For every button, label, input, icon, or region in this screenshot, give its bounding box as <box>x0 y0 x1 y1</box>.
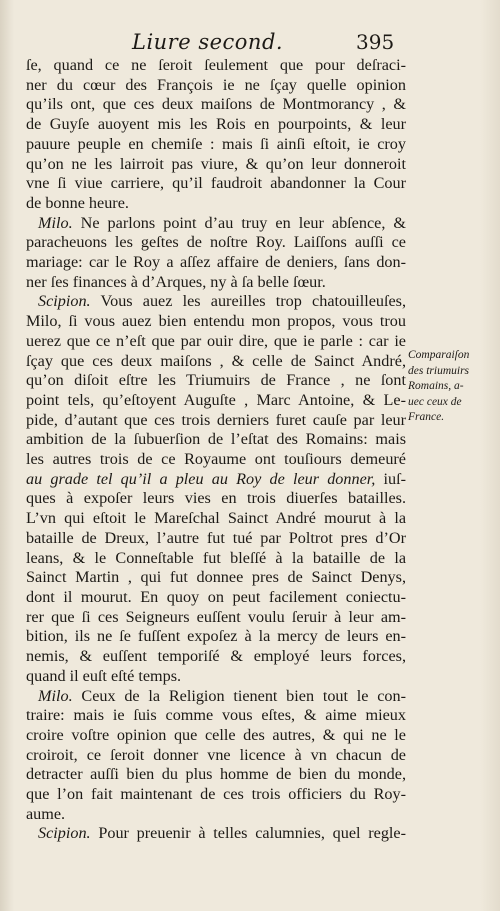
text-line: Milo, ſi vous auez bien entendu mon propos, vous trou <box>26 312 406 331</box>
text-line <box>26 470 406 490</box>
dialogue-text: iuſ- <box>375 469 406 488</box>
text-line: L’vn qui eſtoit le Mareſchal Sainct André mourut à la <box>26 509 406 528</box>
text-line: ambition de la ſubuerſion de l’eſtat des Romains: mais <box>26 430 406 449</box>
text-line: detracter auſſi bien du plus homme de bien du monde, <box>26 765 406 784</box>
margin-note <box>408 348 488 426</box>
text-line <box>26 214 406 234</box>
text-line: les autres trois de ce Royaume ont touſiours demeuré <box>26 450 406 469</box>
text-line <box>26 824 406 844</box>
speaker-label: Scipion. <box>38 824 91 843</box>
text-line: bition, ils ne ſe fuſſent expoſez à la mercy de leurs en- <box>26 627 406 646</box>
text-line: aume. <box>26 804 66 823</box>
running-title: Liure second. <box>132 30 284 54</box>
dialogue-text: Ne parlons point d’au truy en leur abſence, & <box>72 213 406 232</box>
text-line: ner ſes finances à d’Arques, ny à ſa belle ſœur. <box>26 272 326 291</box>
text-line: uerez que ce n’eſt que par ouir dire, que ie parle : car ie <box>26 331 406 350</box>
margin-note-line: Comparaiſon <box>408 349 470 361</box>
text-line: croiroit, ce ſeroit donner vne licence à vn chacun de <box>26 745 406 764</box>
text-line: dont il mourut. En quoy on peut facilement coniectu- <box>26 587 406 606</box>
margin-note-line: uec ceux de <box>408 395 462 408</box>
text-line: de bonne heure. <box>26 193 129 212</box>
text-line: pauure peuple en chemiſe : mais ſi ainſi eſtoit, ie croy <box>26 134 406 153</box>
text-line: ſe, quand ce ne ſeroit ſeulement que pour deſraci- <box>26 56 406 74</box>
text-line: traire: mais ie ſuis comme vous eſtes, & aime mieux <box>26 706 406 725</box>
text-line: vne ſi viue carriere, qu’il faudroit abandonner la Cour <box>26 174 406 193</box>
text-line: qu’on diſoit eſtre les Triumuirs de France , ne ſont <box>26 371 406 390</box>
text-line: nemis, & euſſent temporiſé & employé leurs forces, <box>26 647 406 666</box>
text-line <box>26 687 406 707</box>
text-line: qu’ils ont, que ces deux maiſons de Montmorancy , & <box>26 95 406 114</box>
text-line: ſçay que ces deux maiſons , & celle de Sainct André, <box>26 351 406 370</box>
speaker-label: Milo. <box>38 686 73 705</box>
text-line <box>26 292 406 312</box>
text-line: paracheuons les geſtes de noſtre Roy. Laiſſons auſſi ce <box>26 233 406 252</box>
speaker-label: Scipion. <box>38 292 91 311</box>
text-line: ques à expoſer leurs vies en trois diuerſes batailles. <box>26 489 406 508</box>
page-number: 395 <box>356 30 395 54</box>
text-line: leans, & le Conneſtable fut bleſſé à la bataille de la <box>26 548 406 567</box>
margin-note-line: des triumuirs <box>408 364 470 377</box>
text-line: mariage: car le Roy a aſſez affaire de deniers, ſans don- <box>26 253 406 272</box>
dialogue-text: Ceux de la Religion tienent bien tout le con- <box>72 686 406 705</box>
page-header <box>0 30 500 54</box>
margin-note-line: France. <box>408 411 445 423</box>
speaker-label: Milo. <box>38 213 73 232</box>
quoted-text: au grade tel qu’il a pleu au Roy de leur donner, <box>26 469 376 488</box>
text-line: Sainct Martin , qui fut donnee pres de Sainct Denys, <box>26 568 406 587</box>
text-line: quand il euſt eſté temps. <box>26 666 182 685</box>
text-line: croire voſtre opinion que celle des autres, & qui ne le <box>26 725 406 744</box>
text-line: rer que ſi ces Seigneurs euſſent voulu ſeruir à leur am- <box>26 607 406 626</box>
body-text <box>26 56 406 844</box>
text-line: ner du cœur des François ie ne ſçay quelle opinion <box>26 75 406 94</box>
text-line: point tels, qu’eſtoyent Auguſte , Marc Antoine, & Le- <box>26 390 406 409</box>
text-line: que l’on fait maintenant de ces trois officiers du Roy- <box>26 785 406 804</box>
margin-note-line: Romains, a- <box>408 380 464 392</box>
text-line: de Guyſe auoyent mis les Rois en pourpoints, & leur <box>26 115 406 134</box>
text-line: pide, d’autant que ces trois derniers furet cauſe par leur <box>26 410 406 429</box>
text-line: bataille de Dreux, l’autre fut tué par Poltrot pres d’Or <box>26 528 406 547</box>
dialogue-text: Vous auez les aureilles trop chatouilleuſes, <box>90 292 406 311</box>
dialogue-text: Pour preuenir à telles calumnies, quel regle- <box>90 824 406 843</box>
text-line: qu’on ne les lairroit pas viure, & qu’on leur donneroit <box>26 154 406 173</box>
